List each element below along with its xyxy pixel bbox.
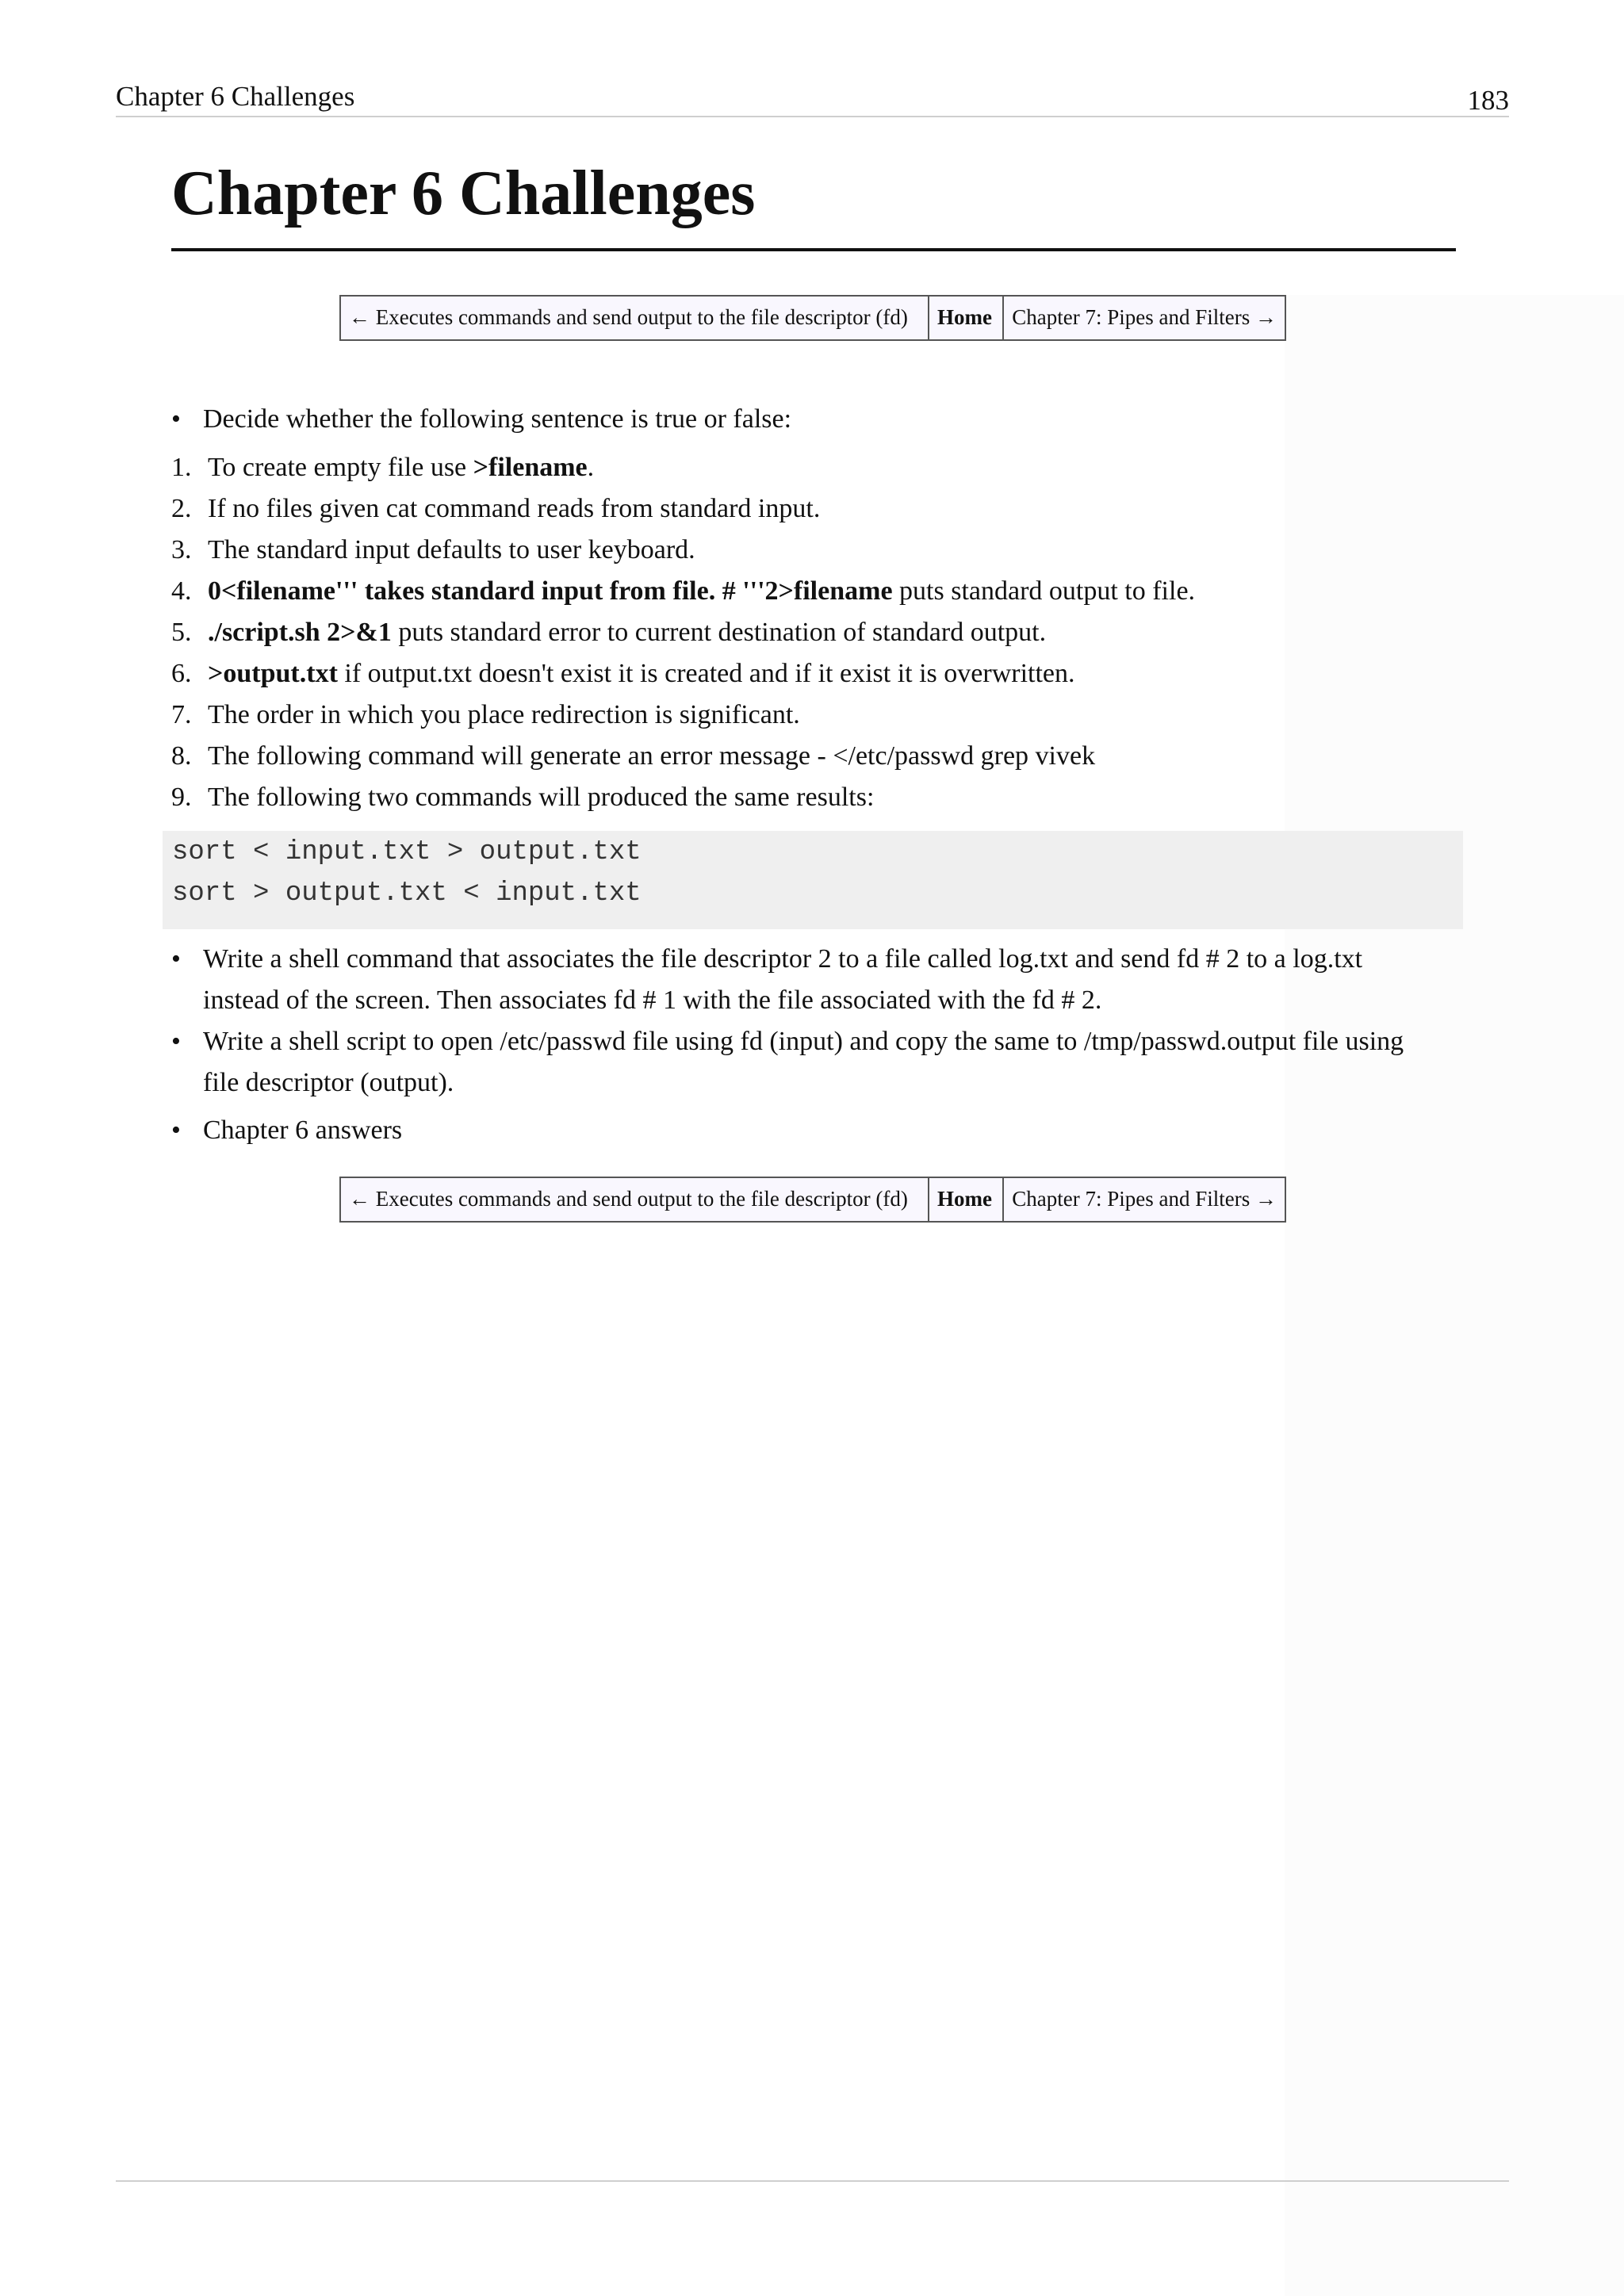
question-item (171, 612, 1195, 653)
running-header-title: Chapter 6 Challenges (116, 81, 355, 112)
code-block (163, 831, 1463, 929)
nav-prev-link[interactable]: ← Executes commands and send output to the file descriptor (fd) (340, 296, 929, 340)
question-text: If no files given cat command reads from standard input. (208, 494, 821, 523)
nav-prev-link[interactable]: ← Executes commands and send output to the file descriptor (fd) (340, 1177, 929, 1222)
nav-home-link[interactable]: Home (929, 1177, 1003, 1222)
question-list (171, 447, 1195, 818)
question-number: 9. (171, 783, 192, 812)
nav-home-link[interactable]: Home (929, 296, 1003, 340)
task-bullet-2 (171, 1021, 1404, 1104)
task-2-line-1: Write a shell script to open /etc/passwd file using fd (input) and copy the same to /tmp/passwd.output file using (203, 1027, 1404, 1056)
question-bold-text: >output.txt (208, 659, 338, 688)
question-text: The standard input defaults to user keyboard. (208, 535, 695, 564)
question-number: 3. (171, 535, 192, 564)
question-number: 4. (171, 576, 192, 606)
question-number: 8. (171, 741, 192, 771)
answers-link[interactable]: Chapter 6 answers (203, 1115, 403, 1145)
question-bold-text: ./script.sh 2>&1 (208, 618, 392, 647)
page-shade (1285, 295, 1624, 2296)
question-item (171, 695, 1195, 736)
question-text: puts standard error to current destination of standard output. (391, 618, 1047, 647)
footer-divider (116, 2180, 1509, 2182)
question-number: 2. (171, 494, 192, 523)
nav-table-top (339, 295, 1286, 341)
running-header (116, 76, 1509, 117)
nav-next-link[interactable]: Chapter 7: Pipes and Filters → (1003, 1177, 1285, 1222)
question-number: 7. (171, 700, 192, 729)
question-item (171, 777, 1195, 818)
bullet-marker: • (171, 1027, 181, 1056)
nav-next-link[interactable]: Chapter 7: Pipes and Filters → (1003, 296, 1285, 340)
intro-bullet (171, 399, 791, 440)
question-text: To create empty file use (208, 453, 473, 482)
answers-bullet (171, 1110, 402, 1151)
question-text: The following two commands will produced the same results: (208, 783, 875, 812)
code-line: sort > output.txt < input.txt (172, 878, 642, 909)
question-item (171, 736, 1195, 777)
question-text: . (587, 453, 595, 482)
question-item (171, 530, 1195, 571)
nav-table-bottom (339, 1177, 1286, 1223)
question-item (171, 488, 1195, 530)
question-item (171, 653, 1195, 695)
question-number: 6. (171, 659, 192, 688)
question-text: The order in which you place redirection is significant. (208, 700, 800, 729)
question-text: puts standard output to file. (892, 576, 1196, 606)
task-1-line-2: instead of the screen. Then associates fd # 1 with the file associated with the fd # 2. (203, 985, 1102, 1015)
task-bullet-1 (171, 939, 1362, 1021)
bullet-marker: • (171, 1115, 181, 1145)
question-number: 5. (171, 618, 192, 647)
question-bold-text: 0<filename''' takes standard input from file. # '''2>filename (208, 576, 893, 606)
task-2-line-2: file descriptor (output). (203, 1068, 454, 1097)
bullet-marker: • (171, 944, 181, 974)
task-1-line-1: Write a shell command that associates the file descriptor 2 to a file called log.txt and send fd # 2 to a log.txt (203, 944, 1363, 974)
question-bold-text: >filename (473, 453, 588, 482)
title-divider (171, 248, 1456, 251)
question-item (171, 571, 1195, 612)
page-number: 183 (1467, 85, 1509, 116)
code-line: sort < input.txt > output.txt (172, 837, 642, 867)
intro-text: Decide whether the following sentence is true or false: (203, 404, 792, 434)
page-title: Chapter 6 Challenges (171, 159, 756, 228)
question-text: if output.txt doesn't exist it is created and if it exist it is overwritten. (337, 659, 1075, 688)
question-item (171, 447, 1195, 488)
bullet-marker: • (171, 404, 181, 434)
question-number: 1. (171, 453, 192, 482)
question-text: The following command will generate an error message - </etc/passwd grep vivek (208, 741, 1096, 771)
